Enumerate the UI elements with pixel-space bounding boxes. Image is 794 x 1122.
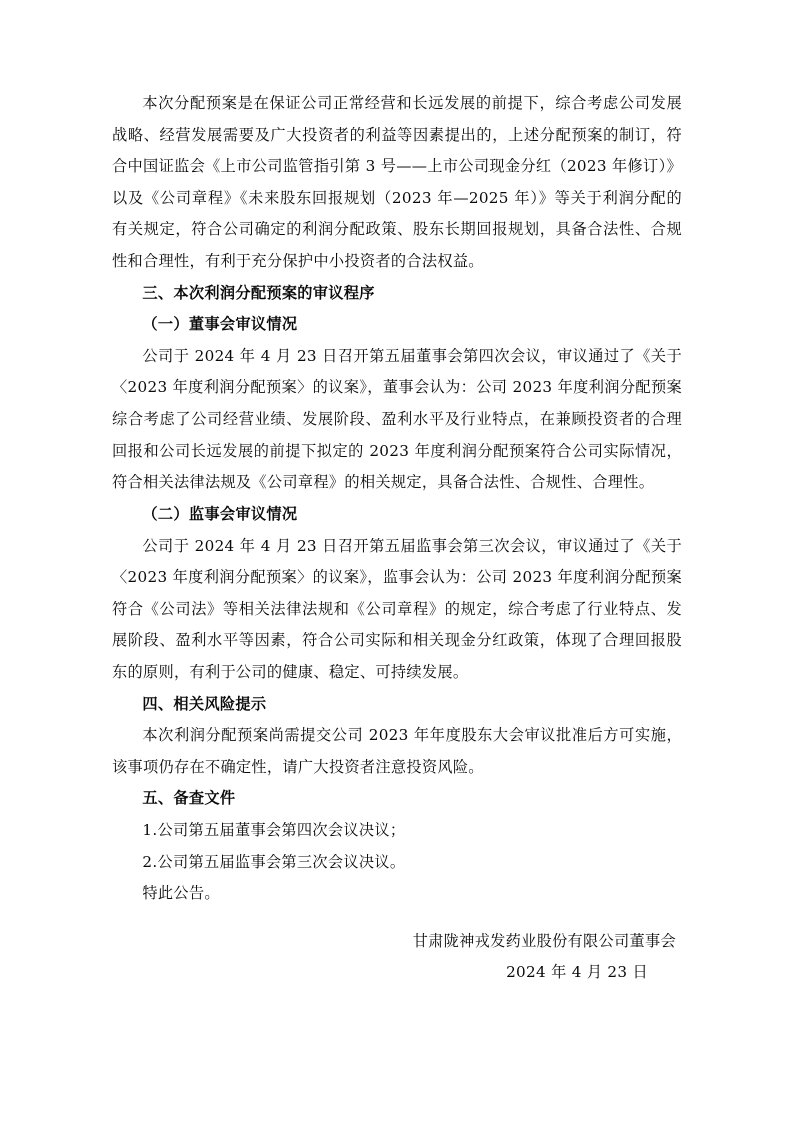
signature-block (112, 926, 682, 989)
section-heading-three: 三、本次利润分配预案的审议程序 (142, 283, 375, 302)
intro-paragraph: 本次分配预案是在保证公司正常经营和长远发展的前提下，综合考虑公司发展战略、经营发展需要及广大投资者的利益等因素提出的，上述分配预案的制订，符合中国证监会《上市公司监管指引第 3 号——上市公司现金分红（2023 年修订）》以及《公司章程》《未来股东回报规划（2023 年—2025 年）》等关于利润分配的有关规定，符合公司确定的利润分配政策、股东长期回报规划，具备合法性、合规性和合理性，有利于充分保护中小投资者的合法权益。 (112, 94, 682, 271)
signature-date: 2024 年 4 月 23 日 (506, 963, 648, 982)
subsection-body-supervisors: 公司于 2024 年 4 月 23 日召开第五届监事会第三次会议，审议通过了《关于〈2023 年度利润分配预案〉的议案》，监事会认为：公司 2023 年度利润分配预案符合《公司法》等相关法律法规和《公司章程》的规定，综合考虑了行业特点、发展阶段、盈利水平等因素，符合公司实际和相关现金分红政策，体现了合理回报股东的原则，有利于公司的健康、稳定、可持续发展。 (112, 536, 682, 681)
subsection-heading-supervisors: （二）监事会审议情况 (142, 504, 298, 523)
section-heading-four: 四、相关风险提示 (142, 694, 267, 713)
subsection-heading-board: （一）董事会审议情况 (142, 315, 298, 334)
document-body (112, 88, 682, 989)
signature-company: 甘肃陇神戎发药业股份有限公司董事会 (412, 931, 676, 950)
section-heading-five: 五、备查文件 (142, 789, 236, 808)
subsection-body-board: 公司于 2024 年 4 月 23 日召开第五届董事会第四次会议，审议通过了《关于〈2023 年度利润分配预案〉的议案》，董事会认为：公司 2023 年度利润分配预案综合考虑了公司经营业绩、发展阶段、盈利水平及行业特点，在兼顾投资者的合理回报和公司长远发展的前提下拟定的 2023 年度利润分配预案符合公司实际情况，符合相关法律法规及《公司章程》的相关规定，具备合法性、合规性、合理性。 (112, 346, 682, 492)
reference-document-item-2: 2.公司第五届监事会第三次会议决议。 (142, 852, 406, 871)
section-body-risk: 本次利润分配预案尚需提交公司 2023 年年度股东大会审议批准后方可实施，该事项仍存在不确定性，请广大投资者注意投资风险。 (112, 726, 682, 776)
reference-document-item-1: 1.公司第五届董事会第四次会议决议； (142, 821, 406, 840)
closing-statement: 特此公告。 (142, 884, 220, 903)
